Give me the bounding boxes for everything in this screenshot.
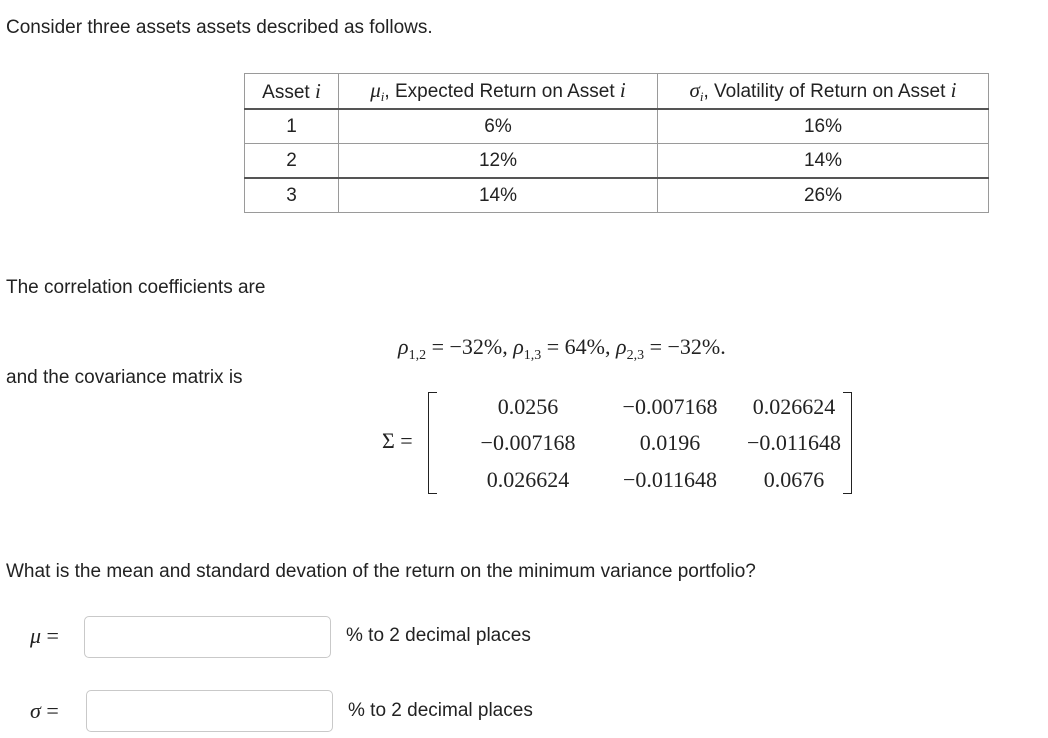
matrix-cell: −0.007168 (480, 430, 576, 455)
cell-asset: 2 (245, 144, 339, 179)
matrix-cell: 0.026624 (486, 467, 570, 492)
matrix-cell: −0.007168 (622, 394, 718, 419)
mu-answer-input[interactable] (84, 616, 331, 658)
cell-asset: 3 (245, 178, 339, 213)
sigma-label: σ = (30, 698, 59, 723)
sigma-hint: % to 2 decimal places (348, 700, 533, 721)
covariance-intro: and the covariance matrix is (6, 367, 243, 388)
table-row (245, 178, 989, 213)
correlation-intro: The correlation coefficients are (6, 277, 266, 298)
matrix-cell: 0.0256 (497, 394, 559, 419)
assets-table (244, 73, 989, 213)
covariance-matrix (428, 392, 852, 492)
mu-label: μ = (30, 623, 59, 648)
cell-expected-return: 12% (339, 144, 658, 179)
header-asset: Asset i (245, 74, 339, 110)
mu-hint: % to 2 decimal places (346, 625, 531, 646)
table-row (245, 144, 989, 179)
correlation-equation: $\rho_{1,2} = -32\%$, $\rho_{1,3} = 64\%$, $\rho_{2,3} = -32\%$. (398, 334, 726, 363)
intro-text: Consider three assets assets described as follows. (6, 17, 433, 38)
table-header-row (245, 74, 989, 110)
matrix-left-bracket (428, 392, 437, 494)
cell-volatility: 16% (658, 109, 989, 144)
matrix-cell: 0.026624 (752, 394, 836, 419)
sigma-answer-input[interactable] (86, 690, 333, 732)
cell-volatility: 26% (658, 178, 989, 213)
sigma-matrix-label: Σ = (382, 428, 413, 453)
cell-asset: 1 (245, 109, 339, 144)
matrix-cell: −0.011648 (746, 430, 842, 455)
matrix-cell: 0.0676 (763, 467, 825, 492)
cell-volatility: 14% (658, 144, 989, 179)
table-row (245, 109, 989, 144)
matrix-cell: −0.011648 (622, 467, 718, 492)
question-text: What is the mean and standard devation of the return on the minimum variance portfolio? (6, 561, 756, 582)
header-expected-return: $\mu_i$, Expected Return on Asset i (339, 74, 658, 110)
cell-expected-return: 6% (339, 109, 658, 144)
header-volatility: $\sigma_i$, Volatility of Return on Asset i (658, 74, 989, 110)
matrix-cell: 0.0196 (639, 430, 701, 455)
cell-expected-return: 14% (339, 178, 658, 213)
